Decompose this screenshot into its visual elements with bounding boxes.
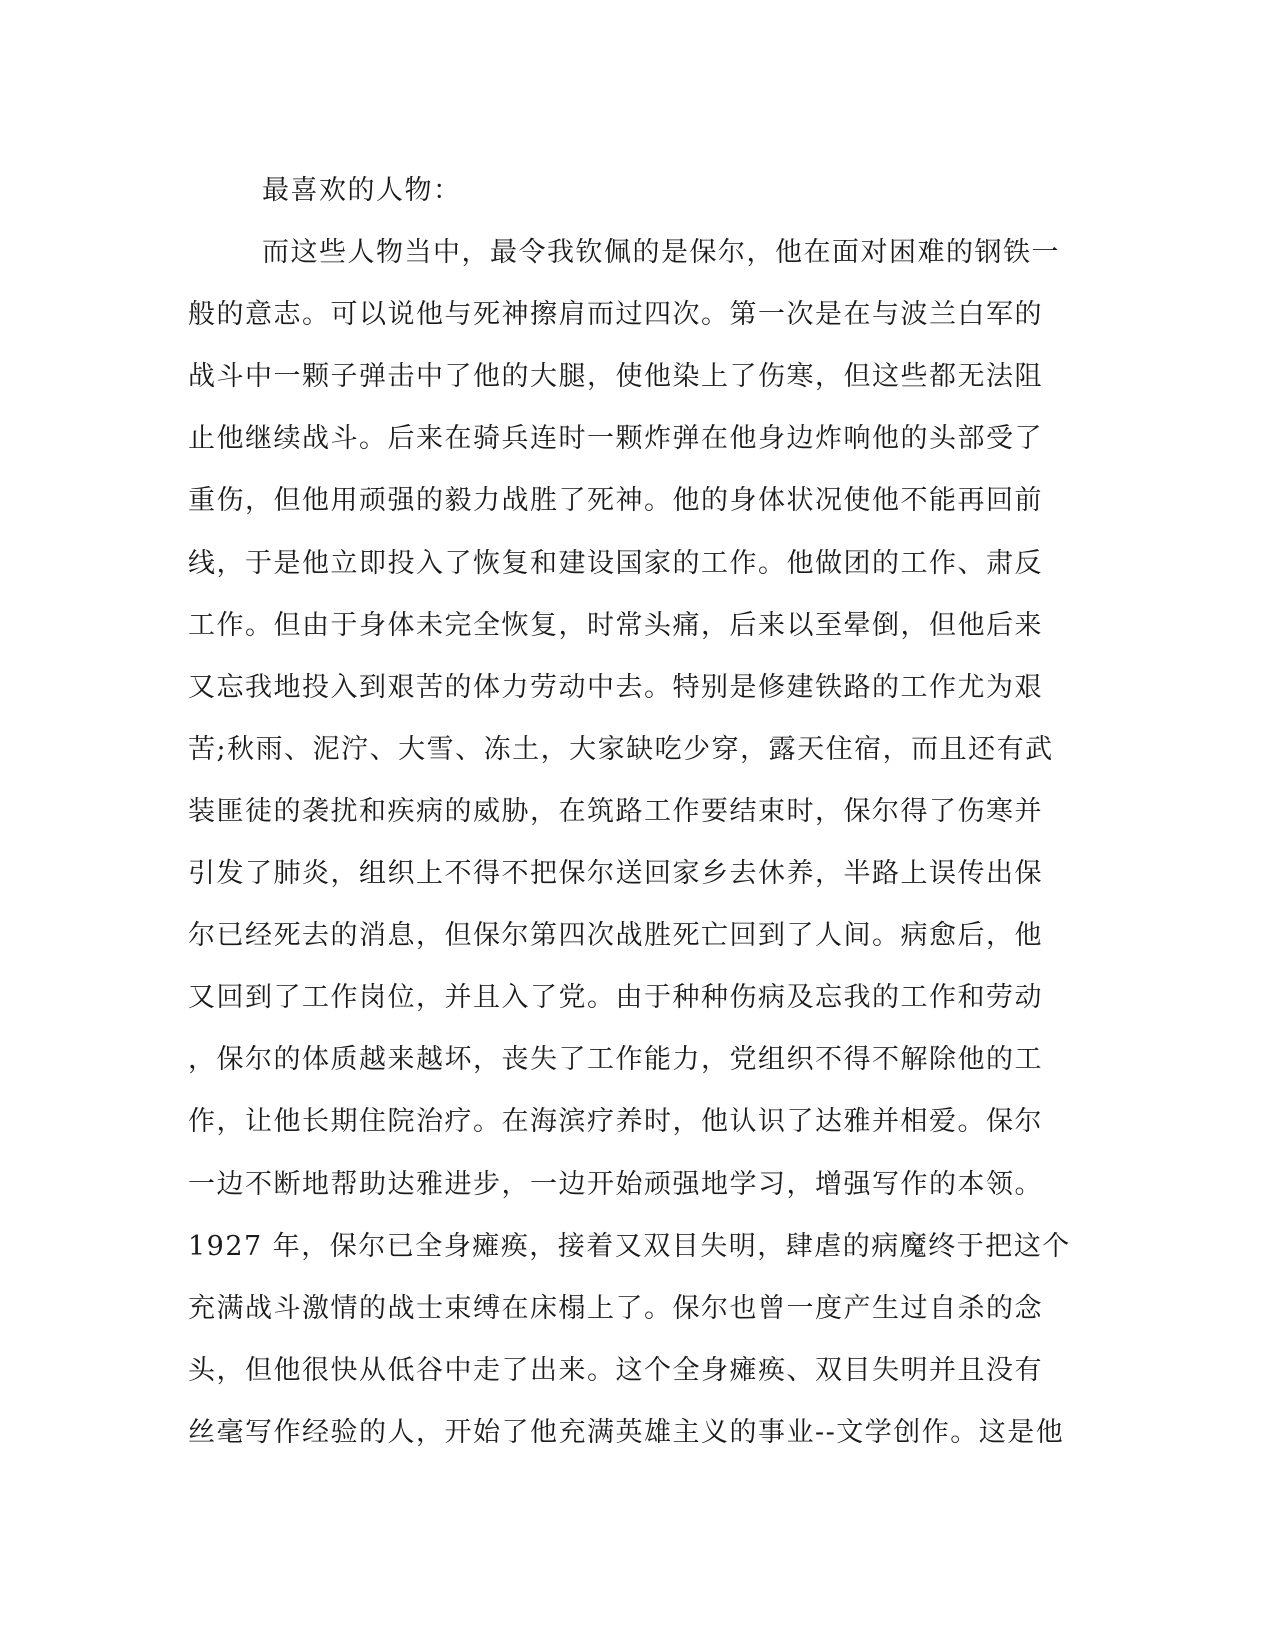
paragraph-line: 而这些人物当中，最令我钦佩的是保尔，他在面对困难的钢铁一: [262, 237, 1060, 269]
paragraph-line: 尔已经死去的消息，但保尔第四次战胜死亡回到了人间。病愈后，他: [188, 920, 1043, 952]
paragraph-line: 苦;秋雨、泥泞、大雪、冻土，大家缺吃少穿，露天住宿，而且还有武: [188, 733, 1054, 765]
paragraph-line: 般的意志。可以说他与死神擦肩而过四次。第一次是在与波兰白军的: [188, 299, 1043, 331]
paragraph-line: 工作。但由于身体未完全恢复，时常头痛，后来以至晕倒，但他后来: [188, 609, 1043, 641]
paragraph-line: 引发了肺炎，组织上不得不把保尔送回家乡去休养，半路上误传出保: [188, 858, 1043, 890]
paragraph-line: 重伤，但他用顽强的毅力战胜了死神。他的身体状况使他不能再回前: [188, 485, 1043, 517]
paragraph-line: 丝毫写作经验的人，开始了他充满英雄主义的事业--文学创作。这是他: [188, 1416, 1065, 1448]
paragraph-line: 装匪徒的袭扰和疾病的威胁，在筑路工作要结束时，保尔得了伤寒并: [188, 795, 1043, 827]
paragraph-line: 战斗中一颗子弹击中了他的大腿，使他染上了伤寒，但这些都无法阻: [188, 361, 1043, 393]
paragraph-line: 又忘我地投入到艰苦的体力劳动中去。特别是修建铁路的工作尤为艰: [188, 671, 1043, 703]
paragraph-line: 1927 年，保尔已全身瘫痪，接着又双目失明，肆虐的病魔终于把这个: [188, 1230, 1071, 1262]
document-body: [188, 160, 1071, 1464]
paragraph-line: 一边不断地帮助达雅进步，一边开始顽强地学习，增强写作的本领。: [188, 1168, 1043, 1200]
paragraph-line: 又回到了工作岗位，并且入了党。由于种种伤病及忘我的工作和劳动: [188, 982, 1043, 1014]
section-heading: 最喜欢的人物：: [262, 175, 462, 206]
paragraph-line: 作，让他长期住院治疗。在海滨疗养时，他认识了达雅并相爱。保尔: [188, 1106, 1043, 1138]
paragraph-line: 线，于是他立即投入了恢复和建设国家的工作。他做团的工作、肃反: [188, 547, 1043, 579]
paragraph-line: 止他继续战斗。后来在骑兵连时一颗炸弹在他身边炸响他的头部受了: [188, 423, 1043, 455]
paragraph-line: ，保尔的体质越来越坏，丧失了工作能力，党组织不得不解除他的工: [188, 1044, 1043, 1076]
paragraph-line: 头，但他很快从低谷中走了出来。这个全身瘫痪、双目失明并且没有: [188, 1354, 1043, 1386]
paragraph-line: 充满战斗激情的战士束缚在床榻上了。保尔也曾一度产生过自杀的念: [188, 1292, 1043, 1324]
